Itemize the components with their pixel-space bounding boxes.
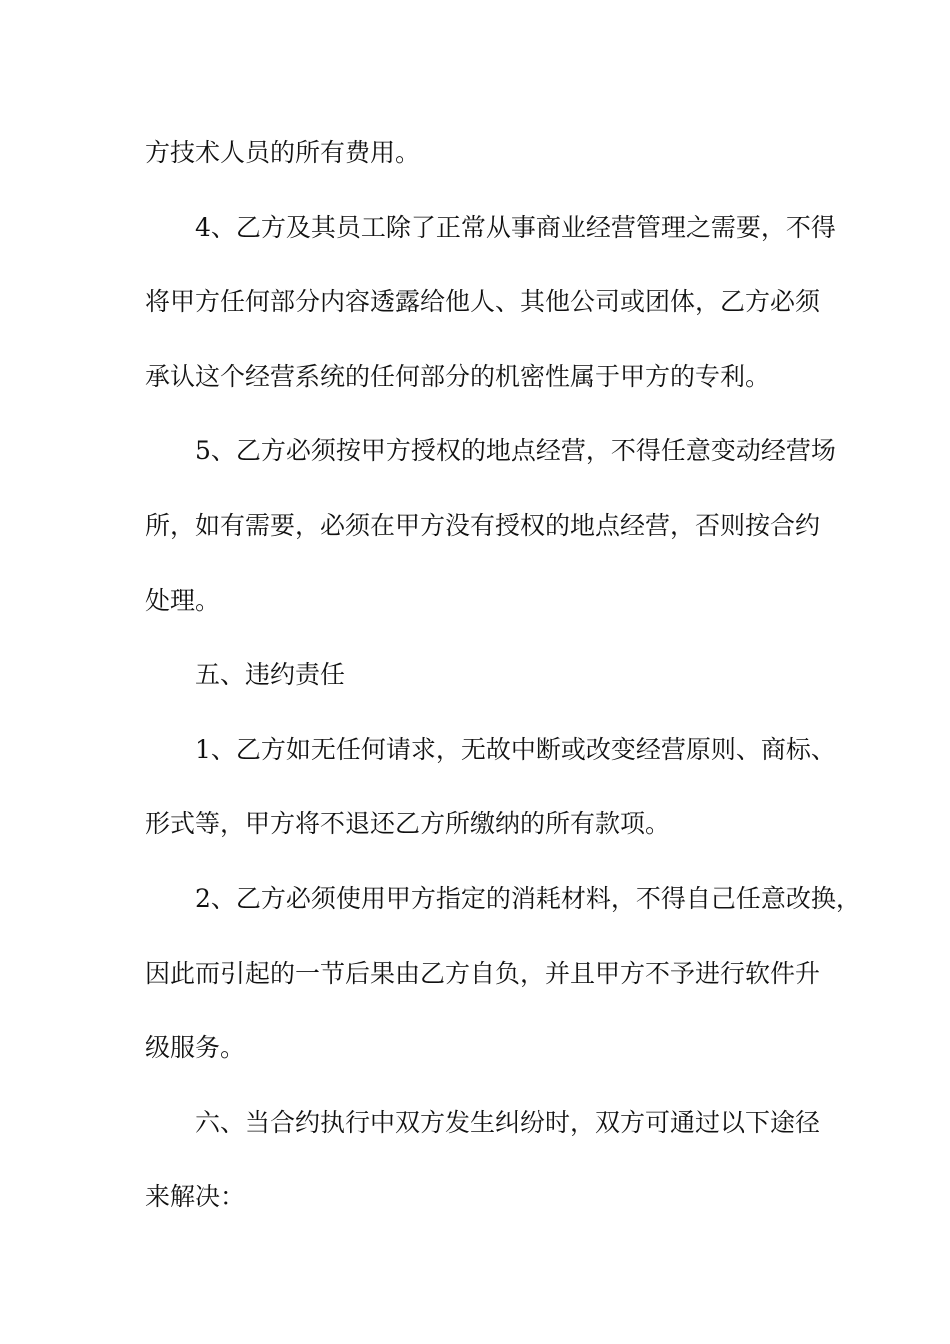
paragraph-line: 六、当合约执行中双方发生纠纷时，双方可通过以下途径 bbox=[195, 1107, 821, 1137]
paragraph-line: 方技术人员的所有费用。 bbox=[145, 138, 421, 167]
document-body bbox=[145, 128, 861, 1247]
paragraph-line: 处理。 bbox=[145, 585, 221, 615]
section-heading: 五、违约责任 bbox=[195, 660, 346, 690]
paragraph-line: 将甲方任何部分内容透露给他人、其他公司或团体，乙方必须 bbox=[145, 287, 821, 317]
paragraph-line: 形式等，甲方将不退还乙方所缴纳的所有款项。 bbox=[145, 809, 671, 839]
paragraph-line: 所，如有需要，必须在甲方没有授权的地点经营，否则按合约 bbox=[145, 510, 821, 540]
paragraph-line: 4、乙方及其员工除了正常从事商业经营管理之需要，不得 bbox=[195, 212, 836, 242]
paragraph-line: 来解决： bbox=[145, 1182, 246, 1212]
paragraph-line: 5、乙方必须按甲方授权的地点经营，不得任意变动经营场 bbox=[195, 436, 836, 466]
paragraph-line: 2、乙方必须使用甲方指定的消耗材料，不得自己任意改换， bbox=[195, 883, 861, 913]
paragraph-line: 1、乙方如无任何请求，无故中断或改变经营原则、商标、 bbox=[195, 734, 836, 764]
paragraph-line: 因此而引起的一节后果由乙方自负，并且甲方不予进行软件升 bbox=[145, 958, 821, 988]
paragraph-line: 级服务。 bbox=[145, 1033, 246, 1063]
paragraph-line: 承认这个经营系统的任何部分的机密性属于甲方的专利。 bbox=[145, 361, 771, 391]
